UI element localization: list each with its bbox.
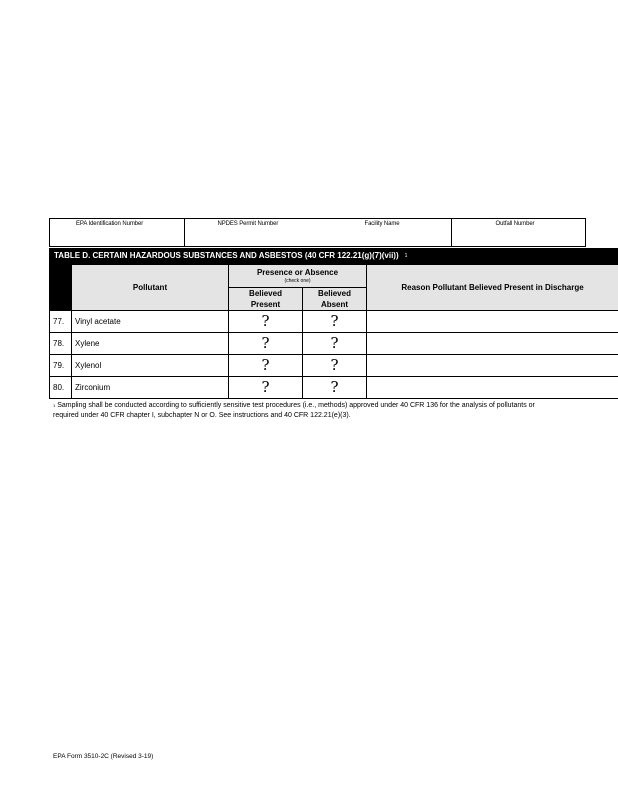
row-number: 77. [50,311,72,333]
reason-field[interactable] [367,311,618,333]
row-number: 79. [50,355,72,377]
row-number: 78. [50,333,72,355]
check-one-note: (check one) [284,278,311,284]
pollutant-name: Vinyl acetate [72,311,229,333]
header-info-row [49,218,586,247]
pollutant-name: Xylenol [72,355,229,377]
table-row [50,377,618,399]
table-row [50,333,618,355]
outfall-number-cell[interactable] [452,219,586,246]
reason-header: Reason Pollutant Believed Present in Discharge [367,265,618,311]
table-title [49,248,618,264]
table-row [50,355,618,377]
believed-absent-checkbox[interactable]: ? [303,377,367,399]
pollutant-name: Xylene [72,333,229,355]
believed-absent-header: Believed Absent [303,288,367,311]
footnote-line-2: required under 40 CFR chapter I, subchapter N or O. See instructions and 40 CFR 122.21(e)(3). [53,412,351,419]
believed-present-checkbox[interactable]: ? [229,333,303,355]
reason-field[interactable] [367,355,618,377]
believed-absent-checkbox[interactable]: ? [303,333,367,355]
epa-id-label: EPA Identification Number [76,221,144,227]
footnote-line-1: Sampling shall be conducted according to sufficiently sensitive test procedures (i.e., methods) approved under 40 CFR 136 for the analysis of pollutants or [57,402,535,409]
hazardous-substances-table [49,264,618,399]
footnote-mark: 1 [53,403,56,408]
npdes-permit-cell[interactable] [185,219,452,246]
believed-present-checkbox[interactable]: ? [229,355,303,377]
believed-present-checkbox[interactable]: ? [229,377,303,399]
reason-field[interactable] [367,377,618,399]
believed-present-header: Believed Present [229,288,303,311]
row-number: 80. [50,377,72,399]
npdes-permit-label: NPDES Permit Number [217,221,279,227]
pollutant-name: Zirconium [72,377,229,399]
footnote [53,401,618,421]
outfall-number-label: Outfall Number [495,221,535,227]
presence-absence-header: Presence or Absence (check one) [229,265,367,288]
facility-name-label: Facility Name [364,221,400,227]
title-footnote-mark: 1 [404,253,408,259]
form-identifier: EPA Form 3510-2C (Revised 3-19) [53,753,154,760]
table-title-text: TABLE D. CERTAIN HAZARDOUS SUBSTANCES AND ASBESTOS (40 CFR 122.21(g)(7)(vii)) [54,251,399,260]
believed-absent-checkbox[interactable]: ? [303,311,367,333]
table-row [50,311,618,333]
reason-field[interactable] [367,333,618,355]
epa-id-cell[interactable] [50,219,185,246]
row-number-header [50,265,72,311]
believed-present-checkbox[interactable]: ? [229,311,303,333]
pollutant-header: Pollutant [72,265,229,311]
believed-absent-checkbox[interactable]: ? [303,355,367,377]
